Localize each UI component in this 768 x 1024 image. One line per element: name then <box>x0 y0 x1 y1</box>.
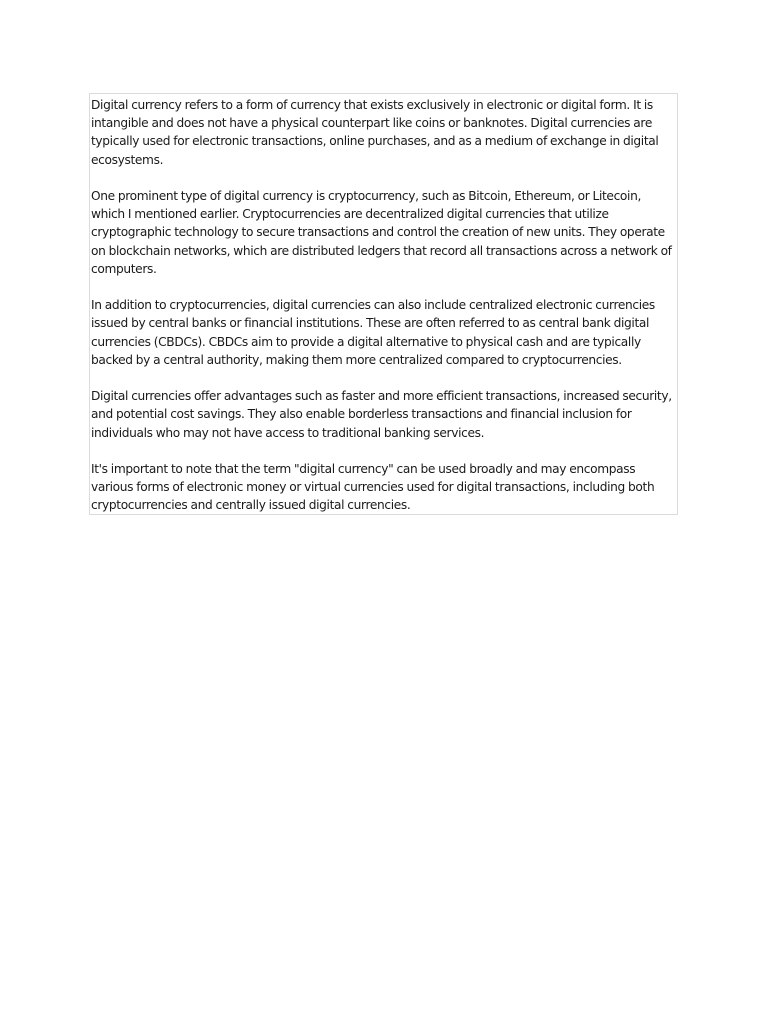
paragraph-digital-currency-definition: Digital currency refers to a form of currency that exists exclusively in electronic or digital form. It is intangible and does not have a physical counterpart like coins or banknotes. Digital currencies are typically used for electronic transactions, online purchases, and as a medium of exchange in digital ecosystems. <box>91 98 659 167</box>
text-block <box>89 93 678 515</box>
paragraph-cryptocurrency: One prominent type of digital currency is cryptocurrency, such as Bitcoin, Ethereum, or Litecoin, which I mentioned earlier. Cryptocurrencies are decentralized digital currencies that utilize cryptographic technology to secure transactions and control the creation of new units. They operate on blockchain networks, which are distributed ledgers that record all transactions across a network of computers. <box>91 189 672 276</box>
paragraph-cbdc: In addition to cryptocurrencies, digital currencies can also include centralized electronic currencies issued by central banks or financial institutions. These are often referred to as central bank digital currencies (CBDCs). CBDCs aim to provide a digital alternative to physical cash and are typically backed by a central authority, making them more centralized compared to cryptocurrencies. <box>91 298 655 367</box>
paragraph-advantages: Digital currencies offer advantages such as faster and more efficient transactions, increased security, and potential cost savings. They also enable borderless transactions and financial inclusion for individuals who may not have access to traditional banking services. <box>91 389 672 440</box>
paragraph-note: It's important to note that the term "digital currency" can be used broadly and may encompass various forms of electronic money or virtual currencies used for digital transactions, including both cryptocurrencies and centrally issued digital currencies. <box>91 462 655 513</box>
